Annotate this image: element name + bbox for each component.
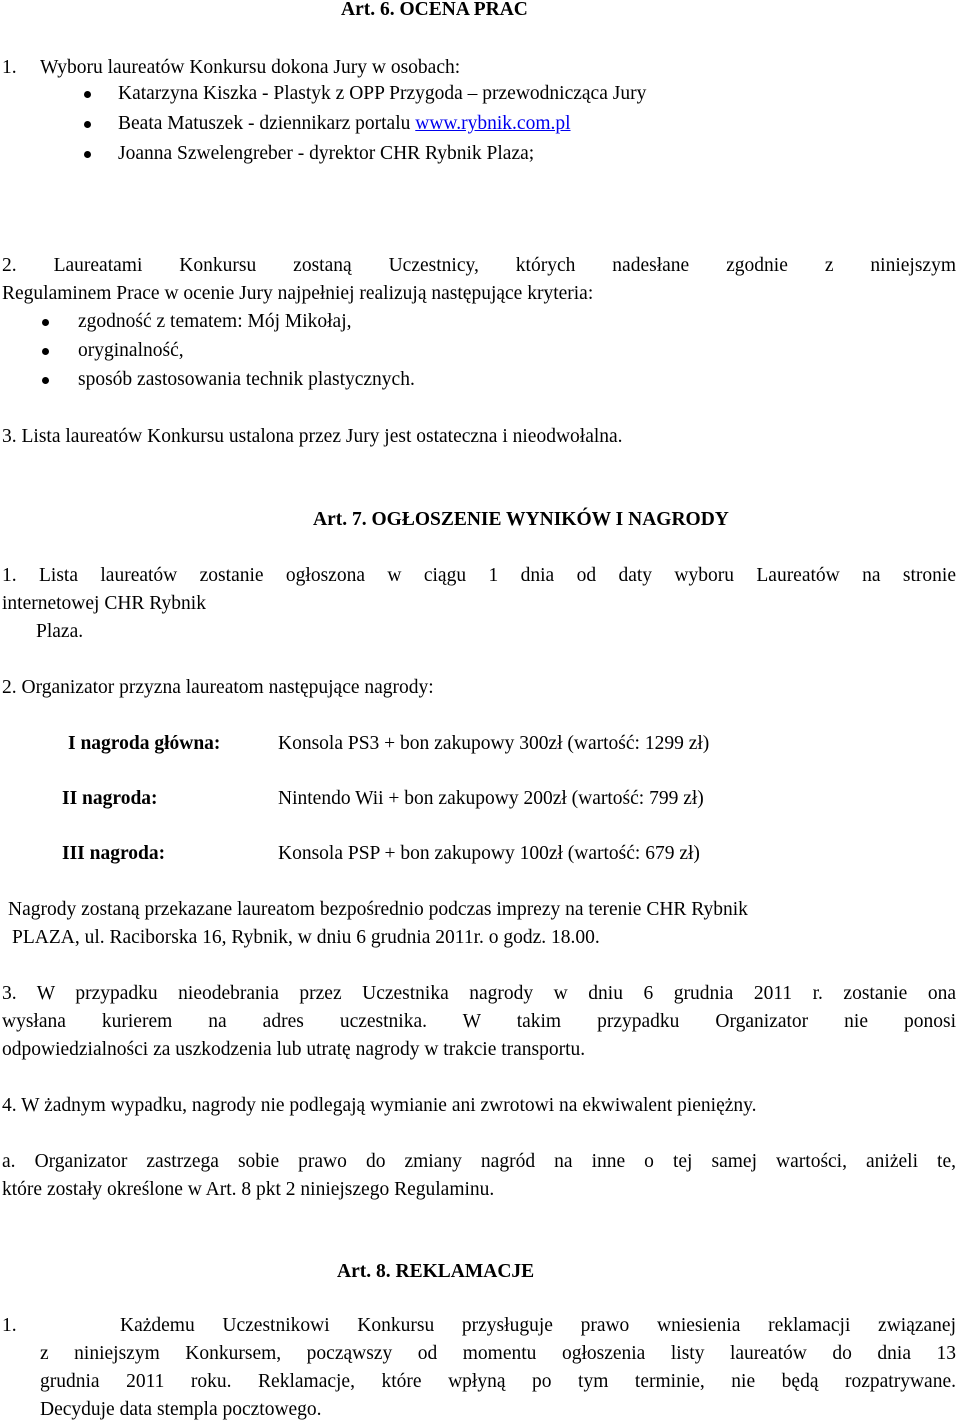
- prize-3-label: III nagroda:: [62, 843, 166, 864]
- bullet-icon: [84, 121, 91, 128]
- art6-heading: Art. 6. OCENA PRAC: [341, 0, 528, 20]
- jury-member-1: Katarzyna Kiszka - Plastyk z OPP Przygoda – przewodnicząca Jury: [118, 83, 647, 104]
- rybnik-portal-link[interactable]: www.rybnik.com.pl: [415, 113, 571, 134]
- art6-p1-number: 1.: [2, 57, 17, 78]
- art8-p1-line1: Każdemu Uczestnikowi Konkursu przysługuje prawo wniesienia reklamacji związanej: [120, 1315, 956, 1336]
- prize-1-label: I nagroda główna:: [68, 733, 221, 754]
- handover-line2: PLAZA, ul. Raciborska 16, Rybnik, w dniu 6 grudnia 2011r. o godz. 18.00.: [12, 927, 600, 948]
- art6-p1-text: Wyboru laureatów Konkursu dokona Jury w osobach:: [40, 57, 461, 78]
- art6-p2-line1: 2. Laureatami Konkursu zostaną Uczestnicy, których nadesłane zgodnie z niniejszym: [2, 255, 956, 276]
- art7-p1-line2: internetowej CHR Rybnik: [2, 593, 206, 614]
- bullet-icon: [42, 319, 49, 326]
- prize-1-value: Konsola PS3 + bon zakupowy 300zł (wartość: 1299 zł): [278, 733, 710, 754]
- art7-p3-line2: wysłana kurierem na adres uczestnika. W takim przypadku Organizator nie ponosi: [2, 1011, 956, 1032]
- art7-p1-line3: Plaza.: [36, 621, 84, 642]
- prize-3-value: Konsola PSP + bon zakupowy 100zł (wartość: 679 zł): [278, 843, 700, 864]
- art7-p3-line3: odpowiedzialności za uszkodzenia lub utratę nagrody w trakcie transportu.: [2, 1039, 586, 1060]
- art7-p3-line1: 3. W przypadku nieodebrania przez Uczestnika nagrody w dniu 6 grudnia 2011 r. zostanie ona: [2, 983, 956, 1004]
- criterion-2: oryginalność,: [78, 340, 184, 361]
- art7-p4: 4. W żadnym wypadku, nagrody nie podlegają wymianie ani zwrotowi na ekwiwalent pieniężny.: [2, 1095, 757, 1116]
- art8-p1-number: 1.: [2, 1315, 17, 1336]
- jury-member-2: Beata Matuszek - dziennikarz portalu www.rybnik.com.pl: [118, 113, 571, 134]
- criterion-3: sposób zastosowania technik plastycznych.: [78, 369, 415, 390]
- art7-heading: Art. 7. OGŁOSZENIE WYNIKÓW I NAGRODY: [313, 509, 729, 530]
- criterion-1: zgodność z tematem: Mój Mikołaj,: [78, 311, 352, 332]
- prize-2-value: Nintendo Wii + bon zakupowy 200zł (wartość: 799 zł): [278, 788, 704, 809]
- bullet-icon: [84, 151, 91, 158]
- art7-pa-line1: a. Organizator zastrzega sobie prawo do zmiany nagród na inne o tej samej wartości, aniżeli te,: [2, 1151, 956, 1172]
- handover-line1: Nagrody zostaną przekazane laureatom bezpośrednio podczas imprezy na terenie CHR Rybnik: [8, 899, 748, 920]
- prize-2-label: II nagroda:: [62, 788, 158, 809]
- art8-heading: Art. 8. REKLAMACJE: [337, 1261, 535, 1282]
- art7-pa-line2: które zostały określone w Art. 8 pkt 2 niniejszego Regulaminu.: [2, 1179, 495, 1200]
- art6-p2-line2: Regulaminem Prace w ocenie Jury najpełniej realizują następujące kryteria:: [2, 283, 594, 304]
- art7-p2-intro: 2. Organizator przyzna laureatom następujące nagrody:: [2, 677, 434, 698]
- art8-p1-line3: grudnia 2011 roku. Reklamacje, które wpłyną po tym terminie, nie będą rozpatrywane.: [40, 1371, 956, 1392]
- bullet-icon: [42, 377, 49, 384]
- art7-p1-line1: 1. Lista laureatów zostanie ogłoszona w ciągu 1 dnia od daty wyboru Laureatów na stronie: [2, 565, 956, 586]
- bullet-icon: [42, 348, 49, 355]
- art8-p1-line4: Decyduje data stempla pocztowego.: [40, 1399, 322, 1420]
- jury-member-3: Joanna Szwelengreber - dyrektor CHR Rybnik Plaza;: [118, 143, 535, 164]
- art6-p3: 3. Lista laureatów Konkursu ustalona przez Jury jest ostateczna i nieodwołalna.: [2, 426, 623, 447]
- bullet-icon: [84, 91, 91, 98]
- art8-p1-line2: z niniejszym Konkursem, począwszy od momentu ogłoszenia listy laureatów do dnia 13: [40, 1343, 956, 1364]
